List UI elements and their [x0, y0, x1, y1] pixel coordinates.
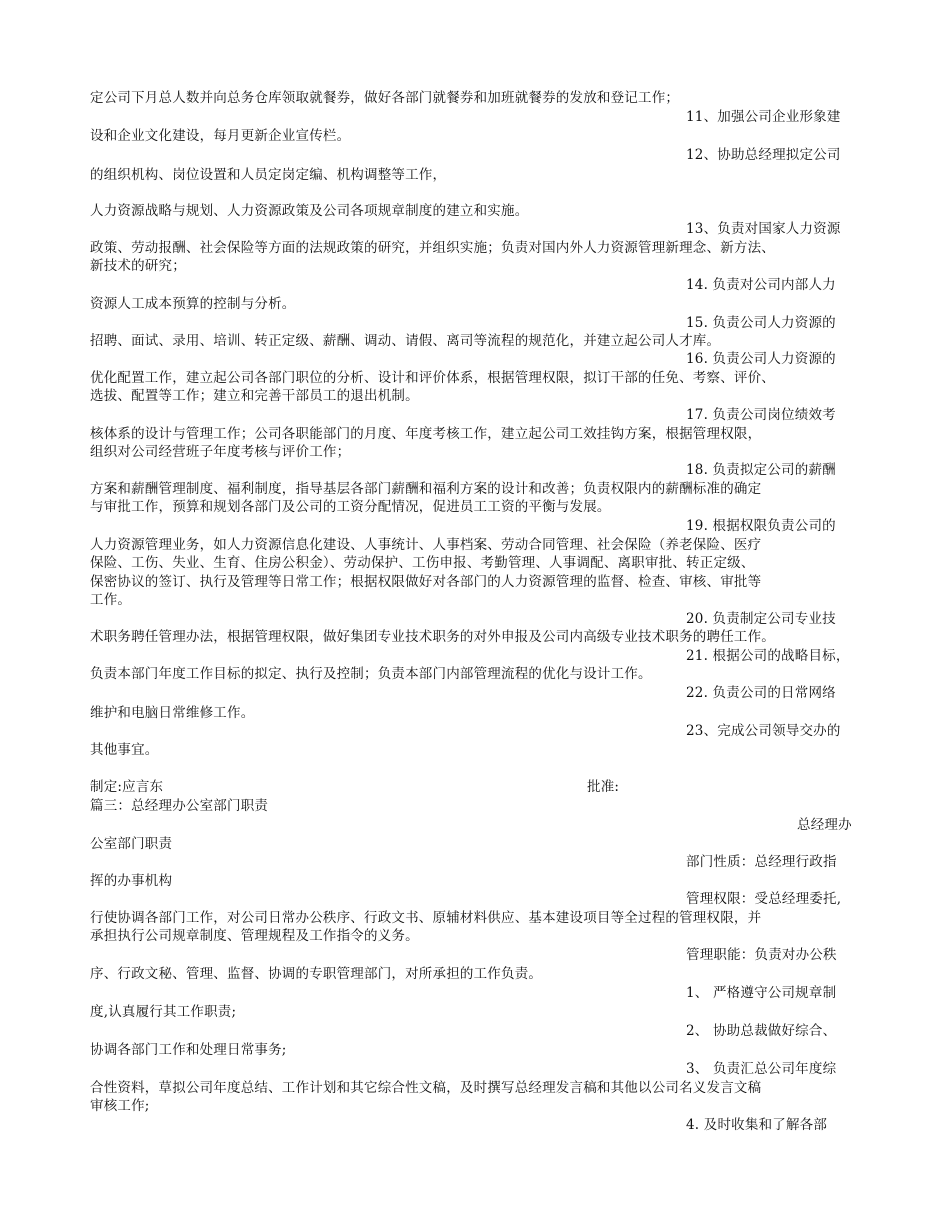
- text-line: 人力资源战略与规划、人力资源政策及公司各项规章制度的建立和实施。: [90, 203, 529, 219]
- text-line: 方案和薪酬管理制度、福利制度，指导基层各部门薪酬和福利方案的设计和改善；负责权限内的薪酬标准的确定: [90, 481, 762, 497]
- text-line: 核体系的设计与管理工作；公司各职能部门的月度、年度考核工作，建立起公司工效挂钩方案，根据管理权限，: [90, 426, 762, 442]
- text-line: 工作。: [90, 592, 132, 608]
- text-line: 负责本部门年度工作目标的拟定、执行及控制；负责本部门内部管理流程的优化与设计工作。: [90, 666, 652, 682]
- duty-1: 1、 严格遵守公司规章制: [686, 985, 837, 1001]
- text-line: 协调各部门工作和处理日常事务;: [90, 1042, 287, 1058]
- item-heading-11: 11、加强公司企业形象建: [686, 109, 841, 125]
- text-line: 挥的办事机构: [90, 873, 173, 889]
- item-heading-15: 15. 负责公司人力资源的: [686, 315, 836, 331]
- text-line: 其他事宜。: [90, 742, 159, 758]
- text-line: 新技术的研究；: [90, 258, 186, 274]
- text-line: 术职务聘任管理办法，根据管理权限，做好集团专业技术职务的对外申报及公司内高级专业技术职务的聘任工作。: [90, 629, 775, 645]
- text-line: 与审批工作，预算和规划各部门及公司的工资分配情况，促进员工工资的平衡与发展。: [90, 499, 611, 515]
- item-heading-14: 14. 负责对公司内部人力: [686, 277, 836, 293]
- text-line: 组织对公司经营班子年度考核与评价工作；: [90, 444, 351, 460]
- text-line: 行使协调各部门工作，对公司日常办公秩序、行政文书、原辅材料供应、基本建设项目等全过程的管理权限，并: [90, 910, 762, 926]
- text-line: 设和企业文化建设，每月更新企业宣传栏。: [90, 128, 351, 144]
- text-line: 序、行政文秘、管理、监督、协调的专职管理部门，对所承担的工作负责。: [90, 966, 543, 982]
- text-line: 的组织机构、岗位设置和人员定岗定编、机构调整等工作，: [90, 167, 447, 183]
- text-line: 维护和电脑日常维修工作。: [90, 705, 255, 721]
- text-line: 政策、劳动报酬、社会保险等方面的法规政策的研究，并组织实施；负责对国内外人力资源管理新理念、新方法、: [90, 240, 775, 256]
- duty-3: 3、 负责汇总公司年度综: [686, 1061, 837, 1077]
- text-line: 定公司下月总人数并向总务仓库领取就餐券，做好各部门就餐券和加班就餐券的发放和登记工作；: [90, 90, 680, 106]
- item-heading-17: 17. 负责公司岗位绩效考: [686, 407, 836, 423]
- text-line: 合性资料，草拟公司年度总结、工作计划和其它综合性文稿，及时撰写总经理发言稿和其他以公司名义发言文稿: [90, 1080, 762, 1096]
- item-heading-23: 23、完成公司领导交办的: [686, 723, 841, 739]
- item-heading-22: 22. 负责公司的日常网络: [686, 685, 836, 701]
- text-line-right: 总经理办: [797, 817, 852, 833]
- item-heading-12: 12、协助总经理拟定公司: [686, 147, 841, 163]
- text-line: 公室部门职责: [90, 836, 173, 852]
- text-line: 保险、工伤、失业、生育、住房公积金）、劳动保护、工伤申报、考勤管理、人事调配、离职审批、转正定级、: [90, 555, 755, 571]
- item-heading-13: 13、负责对国家人力资源: [686, 221, 841, 237]
- text-line: 承担执行公司规章制度、管理规程及工作指令的义务。: [90, 928, 419, 944]
- text-line: 审核工作;: [90, 1098, 150, 1114]
- text-line: 选拔、配置等工作；建立和完善干部员工的退出机制。: [90, 388, 419, 404]
- management-authority: 管理权限：受总经理委托,: [686, 891, 842, 907]
- item-heading-21: 21. 根据公司的战略目标，: [686, 648, 850, 664]
- text-line: 优化配置工作，建立起公司各部门职位的分析、设计和评价体系，根据管理权限，拟订干部的任免、考察、评价、: [90, 370, 775, 386]
- management-function: 管理职能：负责对办公秩: [686, 947, 837, 963]
- text-line: 人力资源管理业务，如人力资源信息化建设、人事统计、人事档案、劳动合同管理、社会保险（养老保险、医疗: [90, 537, 762, 553]
- item-heading-18: 18. 负责拟定公司的薪酬: [686, 462, 836, 478]
- text-line: 保密协议的签订、执行及管理等日常工作；根据权限做好对各部门的人力资源管理的监督、检查、审核、审批等: [90, 574, 762, 590]
- department-nature: 部门性质：总经理行政指: [686, 854, 837, 870]
- item-heading-20: 20. 负责制定公司专业技: [686, 611, 836, 627]
- text-line: 资源人工成本预算的控制与分析。: [90, 296, 296, 312]
- duty-4: 4. 及时收集和了解各部: [686, 1117, 828, 1133]
- item-heading-16: 16. 负责公司人力资源的: [686, 351, 836, 367]
- section-title: 篇三：总经理办公室部门职责: [90, 798, 269, 814]
- approved-by: 批准:: [587, 779, 620, 795]
- text-line: 度,认真履行其工作职责;: [90, 1004, 237, 1020]
- item-heading-19: 19. 根据权限负责公司的: [686, 518, 836, 534]
- drafted-by: 制定:应言东: [90, 779, 164, 795]
- duty-2: 2、 协助总裁做好综合、: [686, 1023, 837, 1039]
- text-line: 招聘、面试、录用、培训、转正定级、薪酬、调动、请假、离司等流程的规范化，并建立起公司人才库。: [90, 333, 721, 349]
